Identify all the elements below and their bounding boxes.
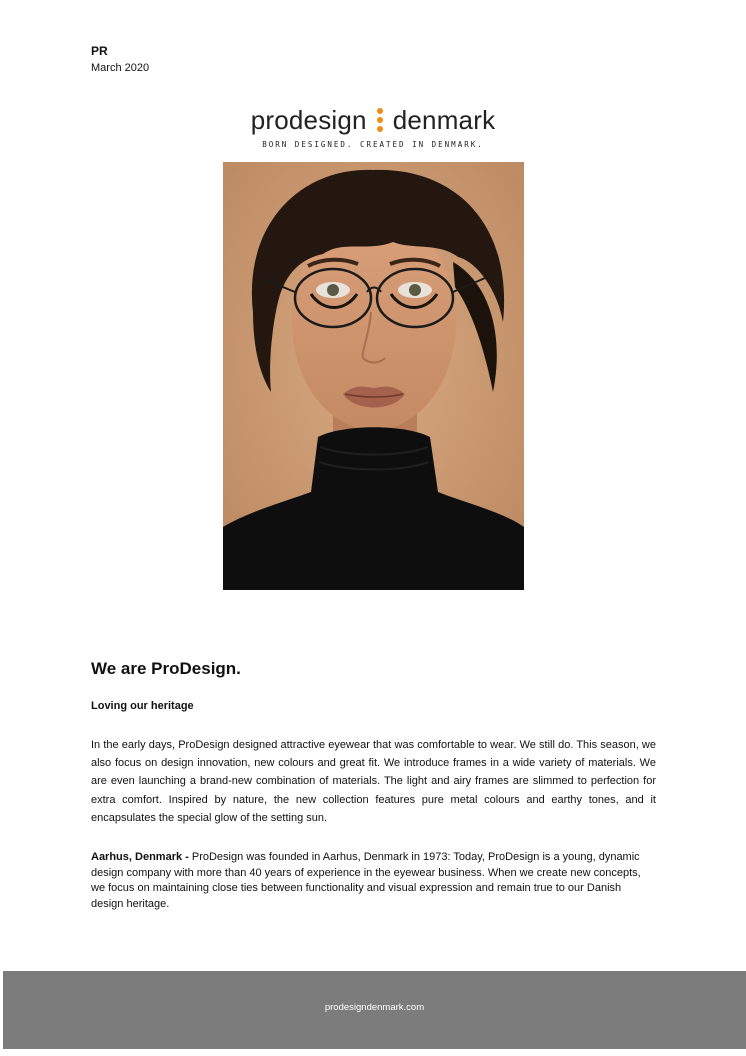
website-link[interactable]: prodesigndenmark.com <box>324 1002 425 1013</box>
section-subheading: Loving our heritage <box>91 700 194 712</box>
logo-word-prodesign: prodesign <box>250 105 367 135</box>
release-date: March 2020 <box>91 62 150 74</box>
logo-word-denmark: denmark <box>392 105 496 135</box>
intro-paragraph: In the early days, ProDesign designed attractive eyewear that was comfortable to wear. We still do. This season, we also focus on design innovation, new colours and great fit. We introduce frames in a wide variety of materials. We are even launching a brand-new combination of materials. The light and airy frames are slimmed to perfection for extra comfort. Inspired by nature, the new collection features pure metal colours and earthy tones, and it encapsulates the special glow of the setting sun. <box>91 739 656 824</box>
brand-logo <box>0 104 746 149</box>
model-photo <box>223 162 524 590</box>
pr-label: PR <box>91 44 108 58</box>
logo-tagline: BORN DESIGNED. CREATED IN DENMARK. <box>262 140 484 150</box>
company-paragraph <box>91 850 656 912</box>
logo-dots-icon <box>375 105 385 135</box>
page-title: We are ProDesign. <box>91 659 241 678</box>
footer-bar <box>3 971 746 1049</box>
company-paragraph-body: ProDesign was founded in Aarhus, Denmark in 1973: Today, ProDesign is a young, dynamic design company with more than 40 years of experience in the eyewear business. When we create new concepts, we focus on maintaining close ties between functionality and visual expression and remain true to our Danish design heritage. <box>91 851 641 910</box>
dateline: Aarhus, Denmark - <box>91 851 192 863</box>
